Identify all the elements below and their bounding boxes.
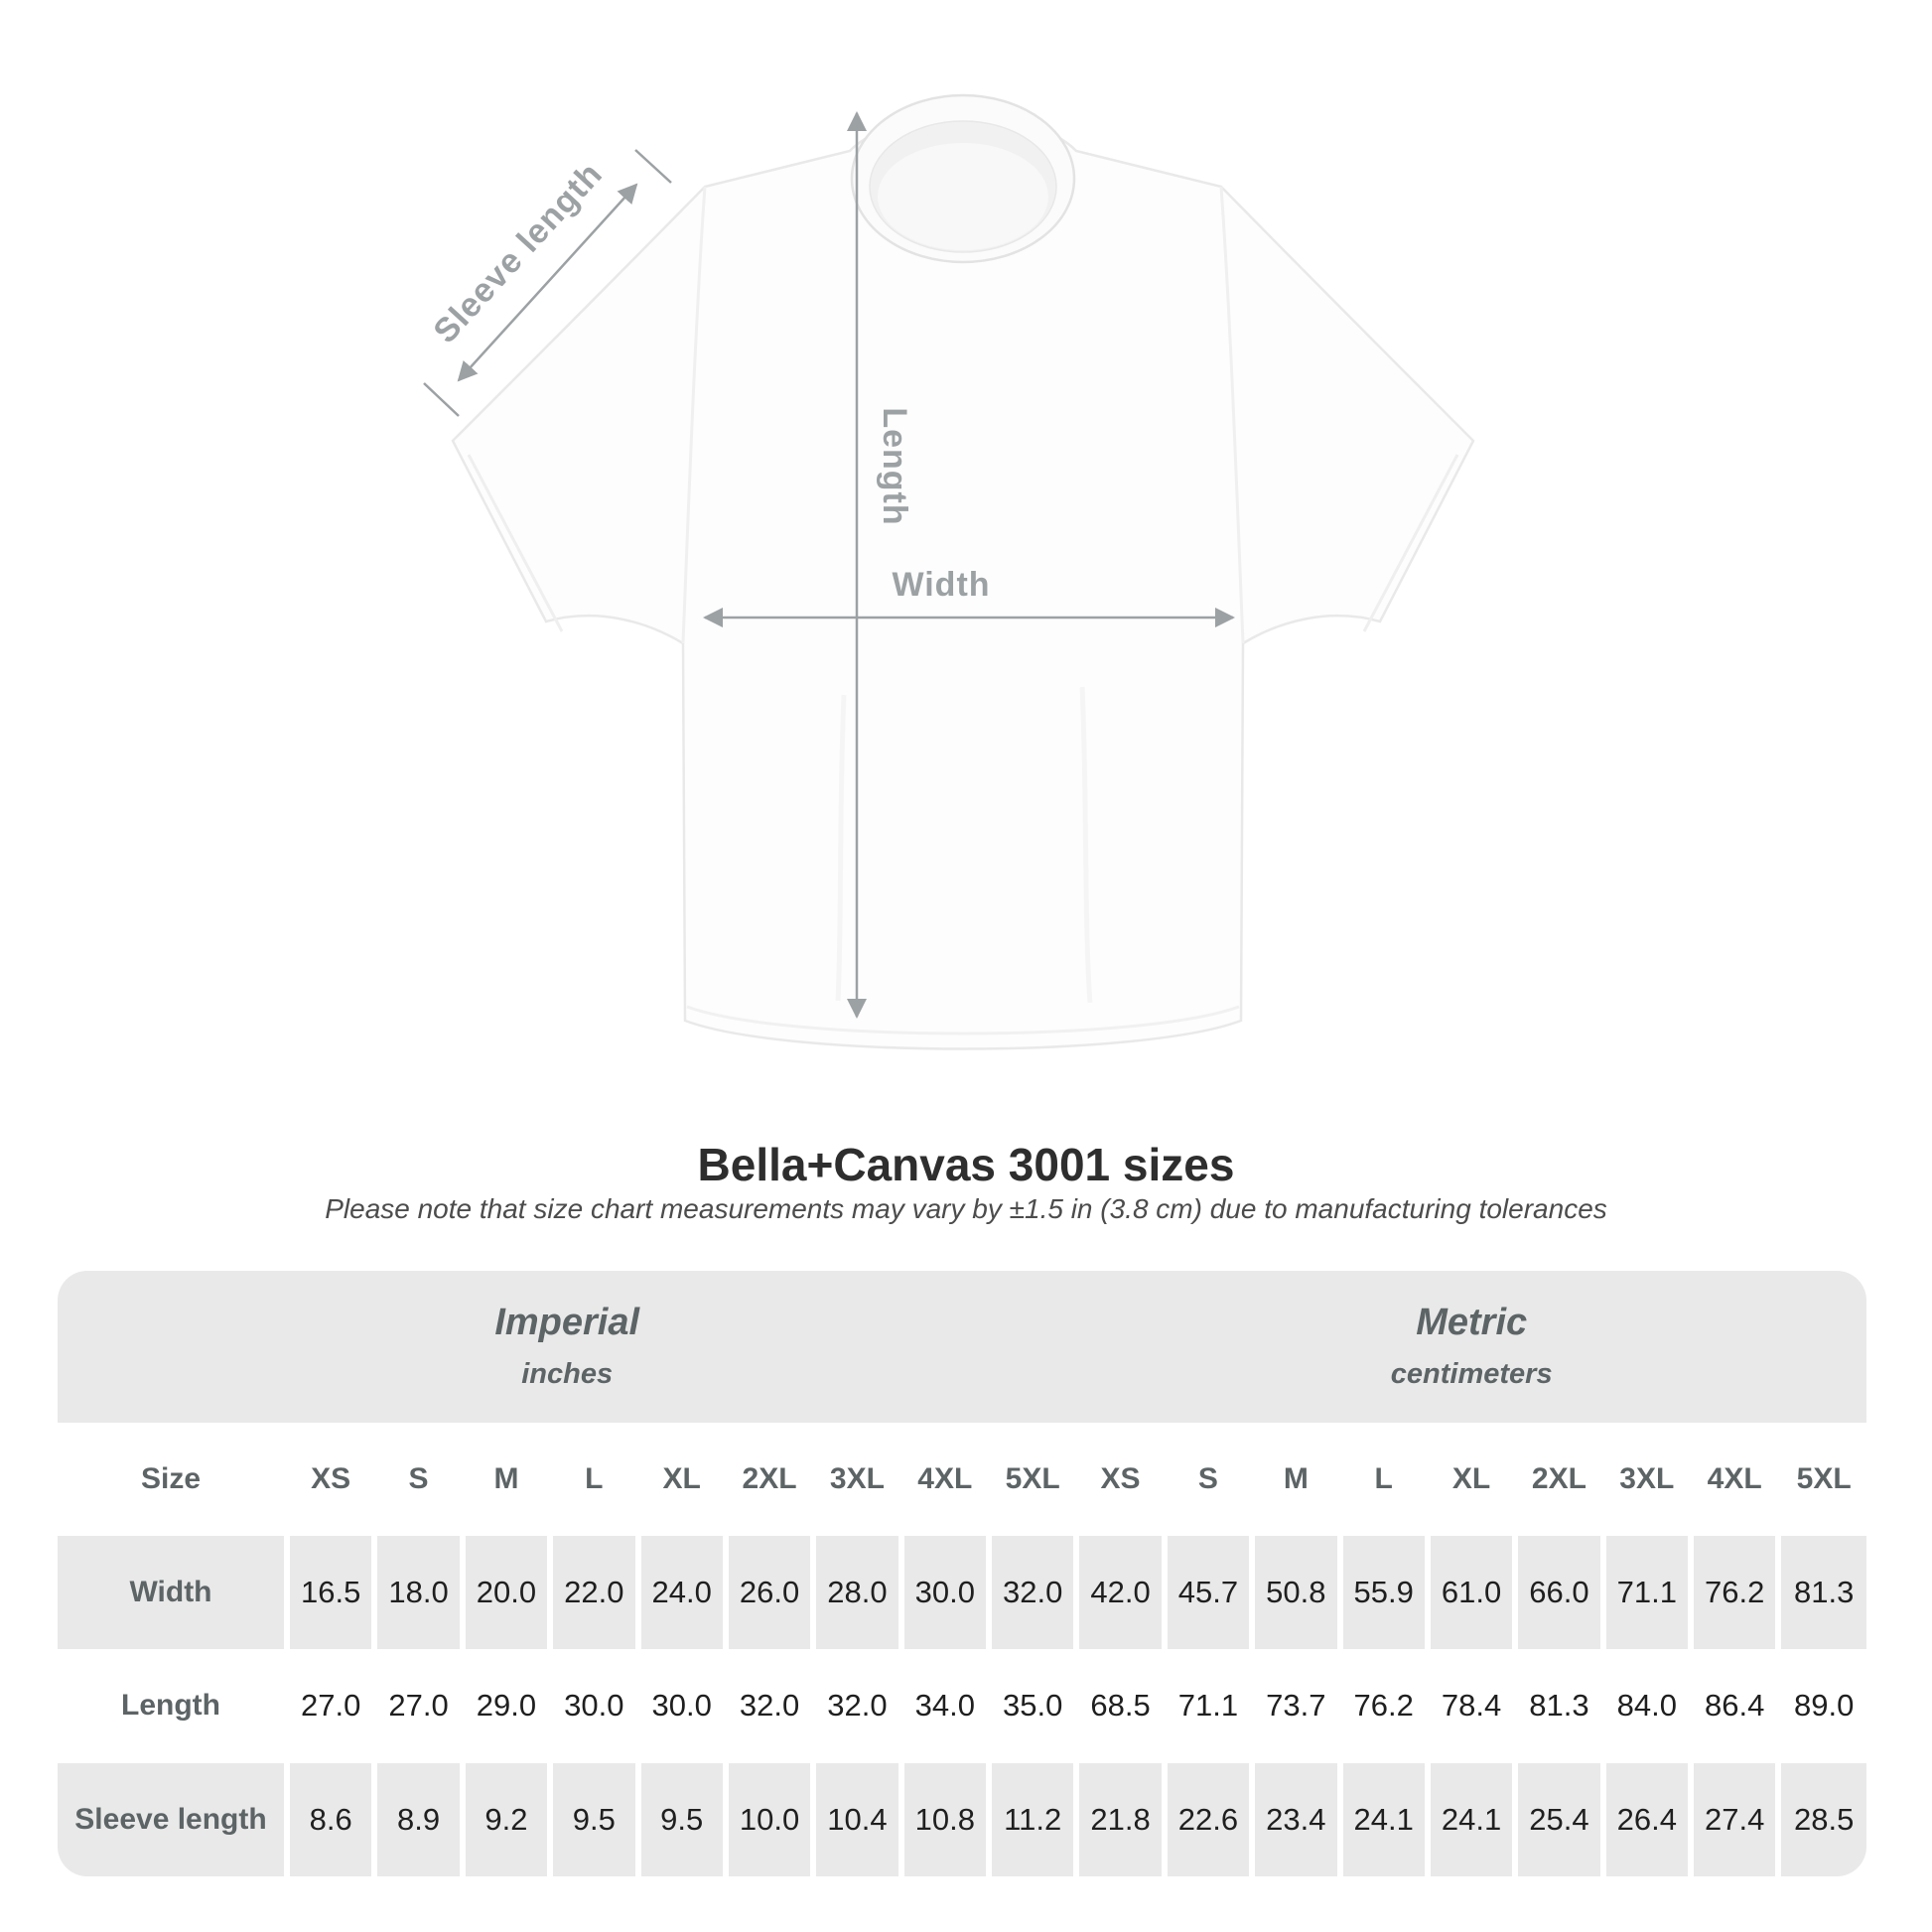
size-chart-table	[58, 1271, 1866, 1876]
size-value-cell: 81.3	[1515, 1649, 1602, 1762]
size-value-cell: 30.0	[901, 1536, 989, 1649]
size-value-cell: 26.4	[1603, 1763, 1691, 1876]
size-value-cell: 27.4	[1691, 1763, 1778, 1876]
size-value-cell: 27.0	[287, 1649, 374, 1762]
metric-label: Metric	[1416, 1302, 1528, 1344]
size-value-cell: 55.9	[1340, 1536, 1428, 1649]
size-value-cell: 9.5	[638, 1763, 726, 1876]
sleeve-length-label: Sleeve length	[426, 155, 611, 351]
size-value-cell: 26.0	[726, 1536, 813, 1649]
size-value-cell: 35.0	[989, 1649, 1076, 1762]
size-col-header: L	[1340, 1423, 1428, 1536]
size-value-cell: 76.2	[1691, 1536, 1778, 1649]
size-col-header: 4XL	[1691, 1423, 1778, 1536]
size-value-cell: 29.0	[463, 1649, 550, 1762]
size-value-cell: 42.0	[1076, 1536, 1164, 1649]
tolerance-note: Please note that size chart measurements may vary by ±1.5 in (3.8 cm) due to manufacturing tolerances	[325, 1193, 1607, 1224]
size-value-cell: 28.5	[1778, 1763, 1866, 1876]
size-value-cell: 22.6	[1165, 1763, 1252, 1876]
size-col-header: XL	[1428, 1423, 1515, 1536]
size-col-header: 4XL	[901, 1423, 989, 1536]
size-value-cell: 76.2	[1340, 1649, 1428, 1762]
width-row-header: Width	[58, 1536, 287, 1649]
metric-header	[1076, 1271, 1866, 1423]
size-value-cell: 71.1	[1603, 1536, 1691, 1649]
size-value-cell: 24.1	[1340, 1763, 1428, 1876]
size-value-cell: 30.0	[638, 1649, 726, 1762]
size-col-header: S	[1165, 1423, 1252, 1536]
size-value-cell: 78.4	[1428, 1649, 1515, 1762]
size-value-cell: 34.0	[901, 1649, 989, 1762]
size-value-cell: 32.0	[989, 1536, 1076, 1649]
metric-unit-label: centimeters	[1390, 1358, 1553, 1391]
size-value-cell: 86.4	[1691, 1649, 1778, 1762]
width-label: Width	[892, 566, 991, 604]
size-value-cell: 50.8	[1252, 1536, 1339, 1649]
size-value-cell: 16.5	[287, 1536, 374, 1649]
size-col-header: 5XL	[989, 1423, 1076, 1536]
size-value-cell: 32.0	[813, 1649, 900, 1762]
sleeve-length-row	[58, 1763, 1866, 1876]
size-value-cell: 45.7	[1165, 1536, 1252, 1649]
size-value-cell: 71.1	[1165, 1649, 1252, 1762]
size-col-header: XS	[287, 1423, 374, 1536]
size-col-header: 2XL	[726, 1423, 813, 1536]
size-col-header: L	[550, 1423, 637, 1536]
size-value-cell: 27.0	[374, 1649, 462, 1762]
length-row	[58, 1649, 1866, 1762]
size-value-cell: 10.4	[813, 1763, 900, 1876]
size-value-cell: 8.9	[374, 1763, 462, 1876]
size-value-cell: 18.0	[374, 1536, 462, 1649]
size-col-header: 3XL	[1603, 1423, 1691, 1536]
imperial-unit-label: inches	[521, 1358, 614, 1391]
page-title: Bella+Canvas 3001 sizes	[697, 1139, 1235, 1190]
size-row-header: Size	[58, 1423, 287, 1536]
size-value-cell: 89.0	[1778, 1649, 1866, 1762]
size-value-cell: 22.0	[550, 1536, 637, 1649]
size-value-cell: 10.0	[726, 1763, 813, 1876]
size-header-row	[58, 1423, 1866, 1536]
size-value-cell: 21.8	[1076, 1763, 1164, 1876]
size-col-header: 5XL	[1778, 1423, 1866, 1536]
size-value-cell: 25.4	[1515, 1763, 1602, 1876]
size-value-cell: 30.0	[550, 1649, 637, 1762]
size-value-cell: 11.2	[989, 1763, 1076, 1876]
size-value-cell: 8.6	[287, 1763, 374, 1876]
width-row	[58, 1536, 1866, 1649]
size-value-cell: 10.8	[901, 1763, 989, 1876]
size-col-header: M	[463, 1423, 550, 1536]
size-value-cell: 61.0	[1428, 1536, 1515, 1649]
size-value-cell: 9.2	[463, 1763, 550, 1876]
imperial-label: Imperial	[494, 1302, 640, 1344]
size-value-cell: 20.0	[463, 1536, 550, 1649]
size-value-cell: 28.0	[813, 1536, 900, 1649]
length-label: Length	[876, 407, 913, 526]
size-col-header: 3XL	[813, 1423, 900, 1536]
size-col-header: S	[374, 1423, 462, 1536]
size-value-cell: 9.5	[550, 1763, 637, 1876]
size-chart	[58, 1271, 1866, 1876]
size-col-header: XS	[1076, 1423, 1164, 1536]
size-value-cell: 84.0	[1603, 1649, 1691, 1762]
size-value-cell: 66.0	[1515, 1536, 1602, 1649]
size-value-cell: 23.4	[1252, 1763, 1339, 1876]
size-value-cell: 32.0	[726, 1649, 813, 1762]
size-value-cell: 24.0	[638, 1536, 726, 1649]
length-row-header: Length	[58, 1649, 287, 1762]
size-col-header: M	[1252, 1423, 1339, 1536]
size-value-cell: 73.7	[1252, 1649, 1339, 1762]
size-col-header: XL	[638, 1423, 726, 1536]
size-value-cell: 81.3	[1778, 1536, 1866, 1649]
size-value-cell: 24.1	[1428, 1763, 1515, 1876]
size-value-cell: 68.5	[1076, 1649, 1164, 1762]
unit-header-row	[58, 1271, 1866, 1423]
size-col-header: 2XL	[1515, 1423, 1602, 1536]
sleeve-length-row-header: Sleeve length	[58, 1763, 287, 1876]
imperial-header	[58, 1271, 1076, 1423]
